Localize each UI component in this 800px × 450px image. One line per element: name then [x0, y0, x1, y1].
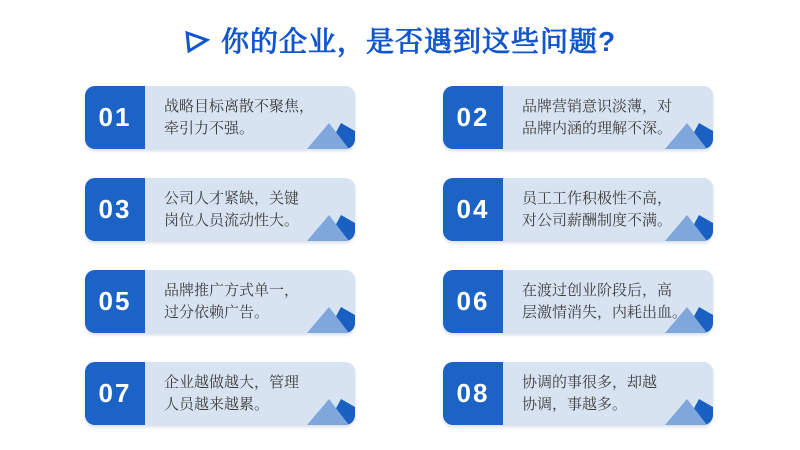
card-text-line: 公司人才紧缺，关键 — [164, 189, 300, 207]
card-text-line: 员工工作积极性不高， — [522, 189, 673, 207]
problem-card-05 — [85, 270, 355, 333]
card-body — [503, 270, 713, 333]
card-body — [145, 270, 355, 333]
card-body — [503, 86, 713, 149]
card-text-line: 协调，事越多。 — [522, 395, 628, 413]
problem-card-02 — [443, 86, 713, 149]
problem-card-03 — [85, 178, 355, 241]
card-body — [503, 178, 713, 241]
card-body — [145, 362, 355, 425]
card-text-line: 品牌营销意识淡薄，对 — [522, 97, 673, 115]
card-number-badge: 05 — [85, 270, 145, 333]
card-text-line: 品牌内涵的理解不深。 — [522, 119, 673, 137]
slide-title-row — [0, 20, 800, 60]
problem-card-01 — [85, 86, 355, 149]
card-text-line: 品牌推广方式单一， — [164, 281, 300, 299]
card-text-line: 人员越来越累。 — [164, 395, 270, 413]
card-text-line: 战略目标离散不聚焦， — [164, 97, 315, 115]
card-number-badge: 01 — [85, 86, 145, 149]
card-number-badge: 08 — [443, 362, 503, 425]
card-text-line: 协调的事很多，却越 — [522, 373, 658, 391]
card-number-badge: 06 — [443, 270, 503, 333]
problem-card-04 — [443, 178, 713, 241]
card-text-line: 过分依赖广告。 — [164, 303, 270, 321]
card-body — [145, 178, 355, 241]
card-number-badge: 03 — [85, 178, 145, 241]
card-number-badge: 04 — [443, 178, 503, 241]
card-body — [503, 362, 713, 425]
arrowhead-right-icon — [183, 27, 212, 56]
card-text-line: 企业越做越大，管理 — [164, 373, 300, 391]
problem-card-07 — [85, 362, 355, 425]
card-number-badge: 02 — [443, 86, 503, 149]
slide-title: 你的企业，是否遇到这些问题? — [220, 26, 617, 57]
card-text-line: 牵引力不强。 — [164, 119, 255, 137]
problem-card-grid — [85, 86, 713, 425]
problem-card-06 — [443, 270, 713, 333]
card-text-line: 对公司薪酬制度不满。 — [522, 211, 673, 229]
problem-card-08 — [443, 362, 713, 425]
card-text-line: 岗位人员流动性大。 — [164, 211, 300, 229]
card-number-badge: 07 — [85, 362, 145, 425]
card-body — [145, 86, 355, 149]
card-text-line: 层激情消失，内耗出血。 — [522, 303, 688, 321]
card-text-line: 在渡过创业阶段后，高 — [522, 281, 673, 299]
